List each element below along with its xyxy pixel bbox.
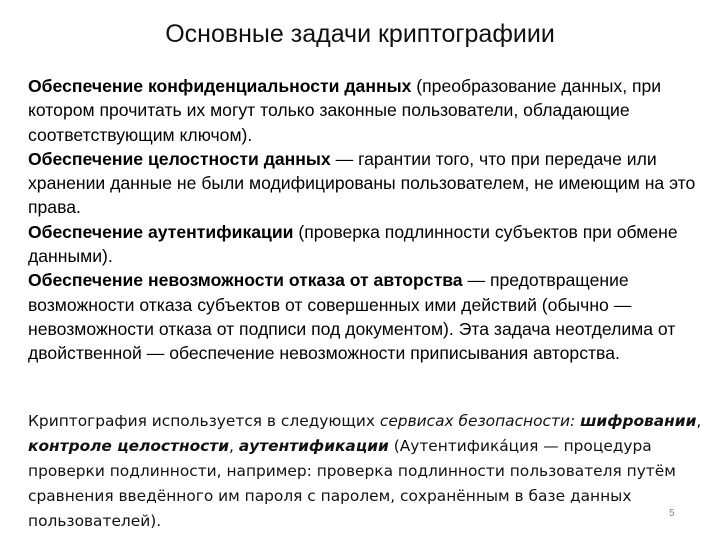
service-integrity-control: контроле целостности: [28, 437, 230, 455]
services-separator: ,: [696, 412, 702, 430]
task-description: — гарантии того, что при передаче или хранении данные не были модифицированы пользователем, не имеющим на это права.: [28, 148, 696, 218]
task-term-prefix: Обеспечение: [28, 270, 144, 291]
task-description: (преобразование данных, при котором прочитать их могут только законные пользователи, обладающие соответствующим ключом).: [28, 76, 662, 145]
task-description: (проверка подлинности субъектов при обмене данными).: [28, 221, 678, 267]
task-non-repudiation: [28, 268, 700, 365]
services-intro: Криптография используется в следующих: [28, 412, 380, 430]
task-term: аутентификации: [147, 221, 294, 242]
task-description: — предотвращение возможности отказа субъектов от совершенных ими действий (обычно — невозможности отказа от подписи под документом). Эта задача неотделима от двойственной — обеспечение невозможности приписывания авторства.: [28, 270, 676, 364]
task-term: конфиденциальности данных: [147, 76, 412, 96]
services-tail: (Аутентифика́ция — процедура проверки подлинности, например: проверка подлинности пользователя путём сравнения введённого им пароля с паролем, сохранённым в базе данных пользователей).: [28, 437, 676, 530]
services-separator: ,: [229, 437, 239, 455]
security-services-paragraph: [28, 409, 704, 534]
task-authentication: [28, 220, 700, 269]
task-confidentiality: [28, 74, 700, 147]
task-term-prefix: Обеспечение: [28, 221, 144, 242]
slide-title: Основные задачи криптографиии: [165, 20, 555, 48]
service-encryption: шифровании: [580, 412, 697, 430]
task-term-prefix: Обеспечение: [28, 148, 144, 169]
task-integrity: [28, 147, 700, 220]
service-authentication: аутентификации: [238, 437, 389, 455]
task-term: целостности данных: [147, 148, 331, 169]
task-term: невозможности отказа от авторства: [147, 270, 463, 291]
services-phrase: сервисах безопасности:: [379, 412, 576, 430]
page-number: 5: [669, 508, 675, 519]
task-term-prefix: Обеспечение: [28, 76, 144, 96]
crypto-tasks-list: [28, 74, 700, 366]
